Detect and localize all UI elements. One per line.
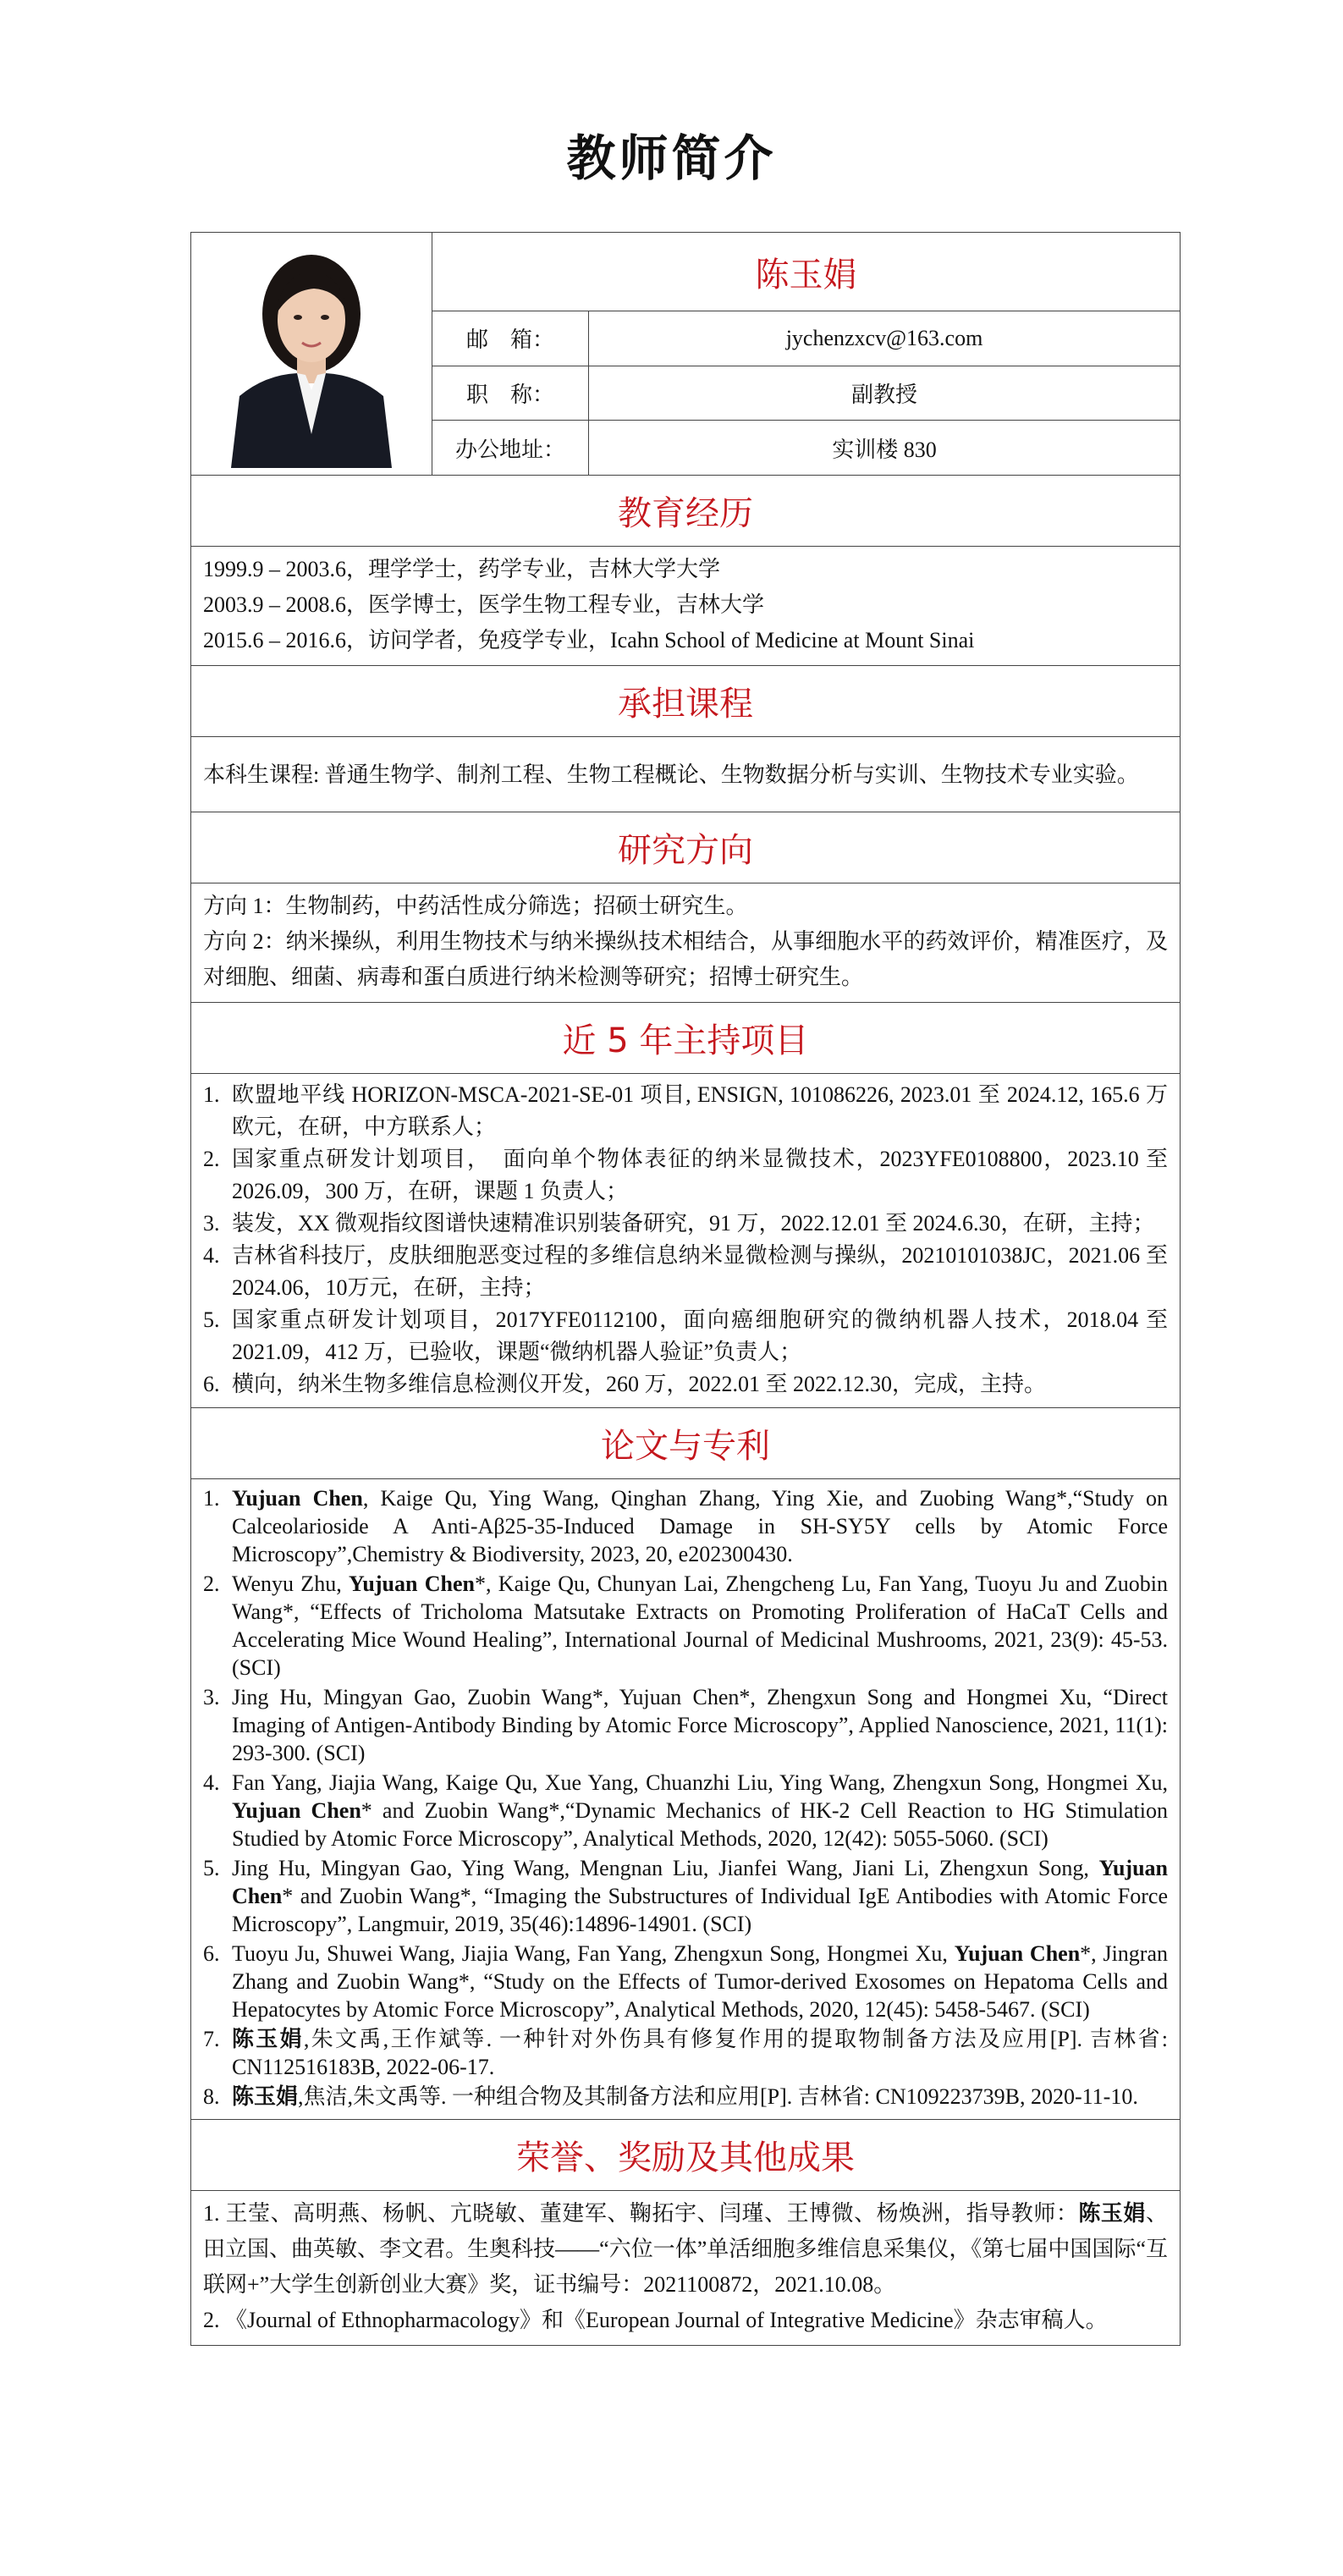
education-line: 1999.9 – 2003.6，理学学士，药学专业，吉林大学大学	[203, 557, 721, 581]
item-number: 8.	[203, 2084, 220, 2109]
projects-list	[203, 1079, 1168, 1401]
education-line: 2015.6 – 2016.6，访问学者，免疫学专业，Icahn School of Medicine at Mount Sinai	[203, 628, 975, 652]
item-text: *, Kaige Qu, Chunyan Lai, Zhengcheng Lu, Fan Yang, Tuoyu Ju and Zuobin Wang*, “Effects of Tricholoma Matsutake Extracts on Promoting Proliferation of HaCaT Cells and Accelerating Mice Wound Healing”, International Journal of Medicinal Mushrooms, 2021, 23(9): 45-53. (SCI)	[232, 1571, 1169, 1680]
profile-info	[432, 233, 1180, 475]
list-item	[203, 1570, 1168, 1682]
email-value: jychenzxcv@163.com	[785, 325, 983, 350]
list-item	[203, 1079, 1168, 1143]
item-text: Tuoyu Ju, Shuwei Wang, Jiajia Wang, Fan Yang, Zhengxun Song, Hongmei Xu,	[232, 1941, 955, 1966]
item-text: 欧盟地平线 HORIZON-MSCA-2021-SE-01 项目, ENSIGN, 101086226, 2023.01 至 2024.12, 165.6 万欧元，在研，中方联系人；	[232, 1082, 1168, 1139]
courses-title: 承担课程	[191, 665, 1180, 736]
profile-header	[191, 233, 1180, 475]
courses-text: 本科生课程: 普通生物学、制剂工程、生物工程概论、生物数据分析与实训、生物技术专业实验。	[203, 762, 1139, 787]
item-number: 5.	[203, 1856, 220, 1880]
page-title: 教师简介	[566, 129, 777, 187]
item-number: 7.	[203, 2027, 220, 2051]
list-item	[203, 1854, 1168, 1938]
item-text: 装发，XX 微观指纹图谱快速精准识别装备研究，91 万，2022.12.01 至 2024.6.30，在研，主持；	[232, 1211, 1155, 1236]
projects-body	[191, 1073, 1180, 1407]
item-number: 2.	[203, 1147, 220, 1171]
author-highlight: Yujuan Chen	[349, 1571, 475, 1596]
item-number: 1.	[203, 1082, 220, 1107]
author-highlight: 陈玉娟	[232, 2027, 304, 2051]
list-item	[203, 2025, 1168, 2081]
item-number: 3.	[203, 1685, 220, 1709]
author-highlight: Yujuan Chen	[232, 1486, 363, 1511]
profile-table	[190, 232, 1181, 2346]
list-item	[203, 1484, 1168, 1568]
item-text: Wenyu Zhu,	[232, 1571, 350, 1596]
photo-cell	[191, 233, 432, 475]
research-body	[191, 883, 1180, 1002]
papers-body	[191, 1478, 1180, 2119]
teacher-name: 陈玉娟	[755, 255, 857, 294]
education-line: 2003.9 – 2008.6，医学博士，医学生物工程专业，吉林大学	[203, 592, 765, 617]
item-text: 吉林省科技厅，皮肤细胞恶变过程的多维信息纳米显微检测与操纵，20210101038JC，2021.06 至2024.06，10万元，在研，主持；	[232, 1243, 1168, 1300]
title-value: 副教授	[850, 383, 917, 407]
list-item	[203, 1769, 1168, 1852]
item-number: 6.	[203, 1941, 220, 1966]
office-label: 办公地址：	[432, 421, 589, 475]
courses-body	[191, 736, 1180, 812]
item-text: 横向，纳米生物多维信息检测仪开发，260 万，2022.01 至 2022.12.30，完成，主持。	[232, 1372, 1047, 1396]
author-highlight: 陈玉娟	[232, 2084, 299, 2109]
item-text: * and Zuobin Wang*,“Dynamic Mechanics of HK-2 Cell Reaction to HG Stimulation Studied by Atomic Force Microscopy”, Analytical Methods, 2020, 12(42): 5055-5060. (SCI)	[232, 1798, 1168, 1851]
papers-title: 论文与专利	[191, 1407, 1180, 1478]
honors-title: 荣誉、奖励及其他成果	[191, 2119, 1180, 2190]
email-row	[432, 311, 1180, 366]
author-highlight: Yujuan Chen	[232, 1798, 361, 1823]
title-row	[432, 366, 1180, 421]
list-item	[203, 1683, 1168, 1767]
item-text: ,朱文禹,王作斌等. 一种针对外伤具有修复作用的提取物制备方法及应用[P]. 吉林省: CN112516183B, 2022-06-17.	[232, 2027, 1168, 2079]
list-item	[203, 2083, 1168, 2111]
office-value: 实训楼 830	[832, 437, 937, 462]
item-number: 3.	[203, 1211, 220, 1236]
item-number: 4.	[203, 1243, 220, 1268]
item-number: 5.	[203, 1307, 220, 1332]
research-title: 研究方向	[191, 812, 1180, 883]
item-text: 国家重点研发计划项目，2017YFE0112100，面向癌细胞研究的微纳机器人技术，2018.04 至 2021.09，412 万，已验收，课题“微纳机器人验证”负责人；	[232, 1307, 1168, 1364]
item-text: *, Jingran Zhang and Zuobin Wang*, “Study on the Effects of Tumor-derived Exosomes on Hepatoma Cells and Hepatocytes by Atomic Force Microscopy”, Analytical Methods, 2020, 12(45): 5458-5467. (SCI)	[232, 1941, 1169, 2022]
item-number: 1.	[203, 1486, 220, 1511]
author-highlight: Yujuan Chen	[232, 1856, 1168, 1908]
projects-title: 近 5 年主持项目	[191, 1002, 1180, 1073]
list-item	[203, 1208, 1168, 1240]
title-label: 职 称：	[432, 366, 589, 421]
item-number: 6.	[203, 1372, 220, 1396]
research-line: 方向 2：纳米操纵，利用生物技术与纳米操纵技术相结合，从事细胞水平的药效评价，精准医疗，及对细胞、细菌、病毒和蛋白质进行纳米检测等研究；招博士研究生。	[203, 929, 1168, 989]
item-text: , Kaige Qu, Ying Wang, Qinghan Zhang, Ying Xie, and Zuobing Wang*,“Study on Calceolarioside A Anti-Aβ25-35-Induced Damage in SH-SY5Y cells by Atomic Force Microscopy”,Chemistry & Biodiversity, 2023, 20, e202300430.	[232, 1486, 1168, 1566]
education-body	[191, 546, 1180, 665]
email-label: 邮 箱：	[432, 311, 589, 366]
research-line: 方向 1：生物制药，中药活性成分筛选；招硕士研究生。	[203, 894, 748, 918]
list-item	[203, 1368, 1168, 1401]
honor-text: 、田立国、曲英敏、李文君。生奥科技——“六位一体”单活细胞多维信息采集仪，《第七届中国国际“互联网+”大学生创新创业大赛》奖，证书编号：2021100872，2021.10.08。	[203, 2201, 1168, 2297]
honor-text: 1. 王莹、高明燕、杨帆、亢晓敏、董建军、鞠拓宇、闫瑾、王博微、杨焕洲，指导教师：	[203, 2201, 1079, 2226]
list-item	[203, 1940, 1168, 2023]
portrait-photo	[214, 239, 409, 468]
education-title: 教育经历	[191, 475, 1180, 546]
item-text: 国家重点研发计划项目， 面向单个物体表征的纳米显微技术，2023YFE0108800，2023.10 至 2026.09，300 万，在研，课题 1 负责人；	[232, 1147, 1168, 1203]
list-item	[203, 1143, 1168, 1208]
item-text: Fan Yang, Jiajia Wang, Kaige Qu, Xue Yang, Chuanzhi Liu, Ying Wang, Zhengxun Song, Hongmei Xu,	[232, 1770, 1168, 1795]
author-highlight: 陈玉娟	[1078, 2201, 1146, 2226]
honor-line	[203, 2196, 1168, 2303]
papers-list	[203, 1484, 1168, 2111]
item-number: 4.	[203, 1770, 220, 1795]
item-number: 2.	[203, 1571, 220, 1596]
list-item	[203, 1304, 1168, 1368]
item-text: Jing Hu, Mingyan Gao, Zuobin Wang*, Yujuan Chen*, Zhengxun Song and Hongmei Xu, “Direct Imaging of Antigen-Antibody Binding by Atomic Force Microscopy”, Applied Nanoscience, 2021, 11(1): 293-300. (SCI)	[232, 1685, 1168, 1765]
honors-body	[191, 2190, 1180, 2345]
office-row	[432, 420, 1180, 475]
author-highlight: Yujuan Chen	[954, 1941, 1081, 1966]
item-text: * and Zuobin Wang*, “Imaging the Substructures of Individual IgE Antibodies with Atomic Force Microscopy”, Langmuir, 2019, 35(46):14896-14901. (SCI)	[232, 1884, 1168, 1936]
list-item	[203, 1240, 1168, 1304]
item-text: Jing Hu, Mingyan Gao, Ying Wang, Mengnan Liu, Jianfei Wang, Jiani Li, Zhengxun Song,	[232, 1856, 1099, 1880]
item-text: ,焦洁,朱文禹等. 一种组合物及其制备方法和应用[P]. 吉林省: CN109223739B, 2020-11-10.	[298, 2084, 1138, 2109]
honor-line: 2. 《Journal of Ethnopharmacology》和《European Journal of Integrative Medicine》杂志审稿人。	[203, 2308, 1108, 2332]
